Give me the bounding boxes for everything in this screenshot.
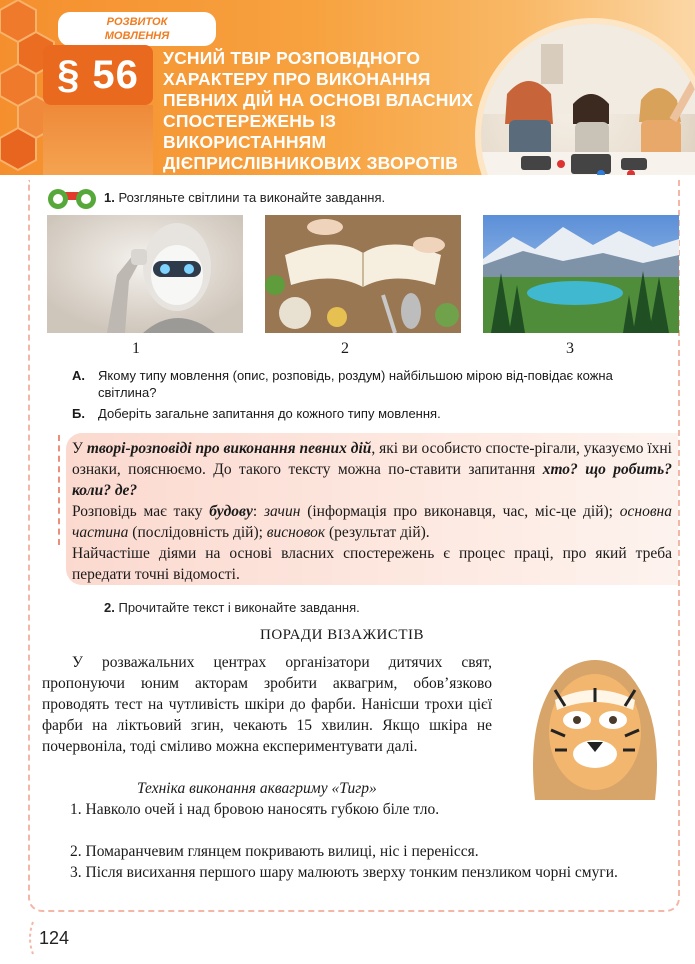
question-text: Якому типу мовлення (опис, розповідь, роздум) найбільшою мірою від-повідає кожна світлина? bbox=[98, 368, 613, 400]
robot-photo bbox=[47, 215, 243, 333]
term: зачин bbox=[263, 503, 301, 520]
photo-caption: 2 bbox=[341, 340, 349, 357]
text-run: У bbox=[72, 440, 87, 457]
mountain-lake-photo bbox=[483, 215, 679, 333]
task-2 bbox=[104, 600, 360, 615]
text-subtitle: Техніка виконання аквагриму «Тигр» bbox=[137, 780, 377, 797]
text-run: , які ви особисто спосте-рігали, указуємо їхні ознаки, пояснюємо. До такого тексту можна по-ставити запитання bbox=[72, 440, 672, 478]
photo-caption: 1 bbox=[132, 340, 140, 357]
text-run: (результат дій). bbox=[325, 524, 430, 541]
kids-building-robot-photo bbox=[475, 18, 695, 175]
text-run: Розповідь має таку bbox=[72, 503, 210, 520]
rule-paragraph: Найчастіше діями на основі власних спостережень є процес праці, про який треба передати точні відомості. bbox=[72, 545, 672, 583]
term: висновок bbox=[266, 524, 326, 541]
page-number-badge bbox=[27, 920, 87, 956]
title-line: ПЕВНИХ ДІЙ НА ОСНОВІ ВЛАСНИХ bbox=[163, 90, 474, 110]
paragraph-ribbon bbox=[43, 105, 153, 175]
task-number: 1. bbox=[104, 190, 115, 205]
term: будову bbox=[209, 503, 253, 520]
paragraph-number: § 56 bbox=[43, 45, 153, 105]
step-item: 3. Після висихання першого шару малюють зверху тонким пензликом чорні смуги. bbox=[70, 864, 618, 881]
task-text: Розгляньте світлини та виконайте завдання. bbox=[118, 190, 386, 205]
task-1 bbox=[104, 190, 385, 205]
title-line: УСНИЙ ТВІР РОЗПОВІДНОГО bbox=[163, 48, 421, 68]
chapter-header bbox=[0, 0, 695, 175]
question-marker: Б. bbox=[72, 406, 85, 421]
term: основна частина bbox=[72, 503, 672, 541]
question-text: Доберіть загальне запитання до кожного типу мовлення. bbox=[98, 406, 441, 421]
section-tag bbox=[58, 12, 216, 46]
term: хто? що робить? коли? де? bbox=[72, 461, 672, 499]
binoculars-icon bbox=[46, 186, 98, 210]
text-title: ПОРАДИ ВІЗАЖИСТІВ bbox=[260, 627, 425, 643]
question-a bbox=[72, 367, 632, 401]
text-run: (інформація про виконавця, час, міс-це дій); bbox=[300, 503, 620, 520]
rule-text bbox=[72, 438, 672, 585]
cooking-book-photo bbox=[265, 215, 461, 333]
rule-dashed-bar bbox=[58, 435, 61, 545]
chapter-title bbox=[163, 48, 493, 174]
section-tag-text: РОЗВИТОК МОВЛЕННЯ bbox=[104, 16, 170, 42]
term: творі-розповіді про виконання певних дій bbox=[86, 440, 372, 457]
page-number: 124 bbox=[39, 928, 70, 948]
photo-caption: 3 bbox=[566, 340, 574, 357]
question-marker: А. bbox=[72, 368, 85, 383]
title-line: ДІЄПРИСЛІВНИКОВИХ ЗВОРОТІВ bbox=[163, 153, 459, 173]
task-number: 2. bbox=[104, 600, 115, 615]
rule-paragraph bbox=[72, 438, 672, 501]
step-item: 2. Помаранчевим глянцем покривають вилиці, ніс і перенісся. bbox=[70, 843, 479, 860]
title-line: ХАРАКТЕРУ ПРО ВИКОНАННЯ bbox=[163, 69, 431, 89]
text-intro: У розважальних центрах організатори дитячих свят, пропонуючи юним акторам зробити аквагрим, обов’язково проводять тест на чутливість шкіри до фарби. Нанісши трохи цієї фарби на ліктьовий згин, чекають 15 хвилин. Якщо шкіра не почервоніла, тоді сміливо можна експериментувати далі. bbox=[42, 654, 492, 755]
title-line: СПОСТЕРЕЖЕНЬ ІЗ ВИКОРИСТАННЯМ bbox=[163, 111, 337, 152]
step-item: 1. Навколо очей і над бровою наносять губкою біле тло. bbox=[70, 801, 440, 818]
question-b bbox=[72, 405, 632, 422]
text-run: (послідовність дій); bbox=[128, 524, 267, 541]
task-text: Прочитайте текст і виконайте завдання. bbox=[118, 600, 360, 615]
text-run: : bbox=[252, 503, 264, 520]
rule-paragraph bbox=[72, 501, 672, 543]
